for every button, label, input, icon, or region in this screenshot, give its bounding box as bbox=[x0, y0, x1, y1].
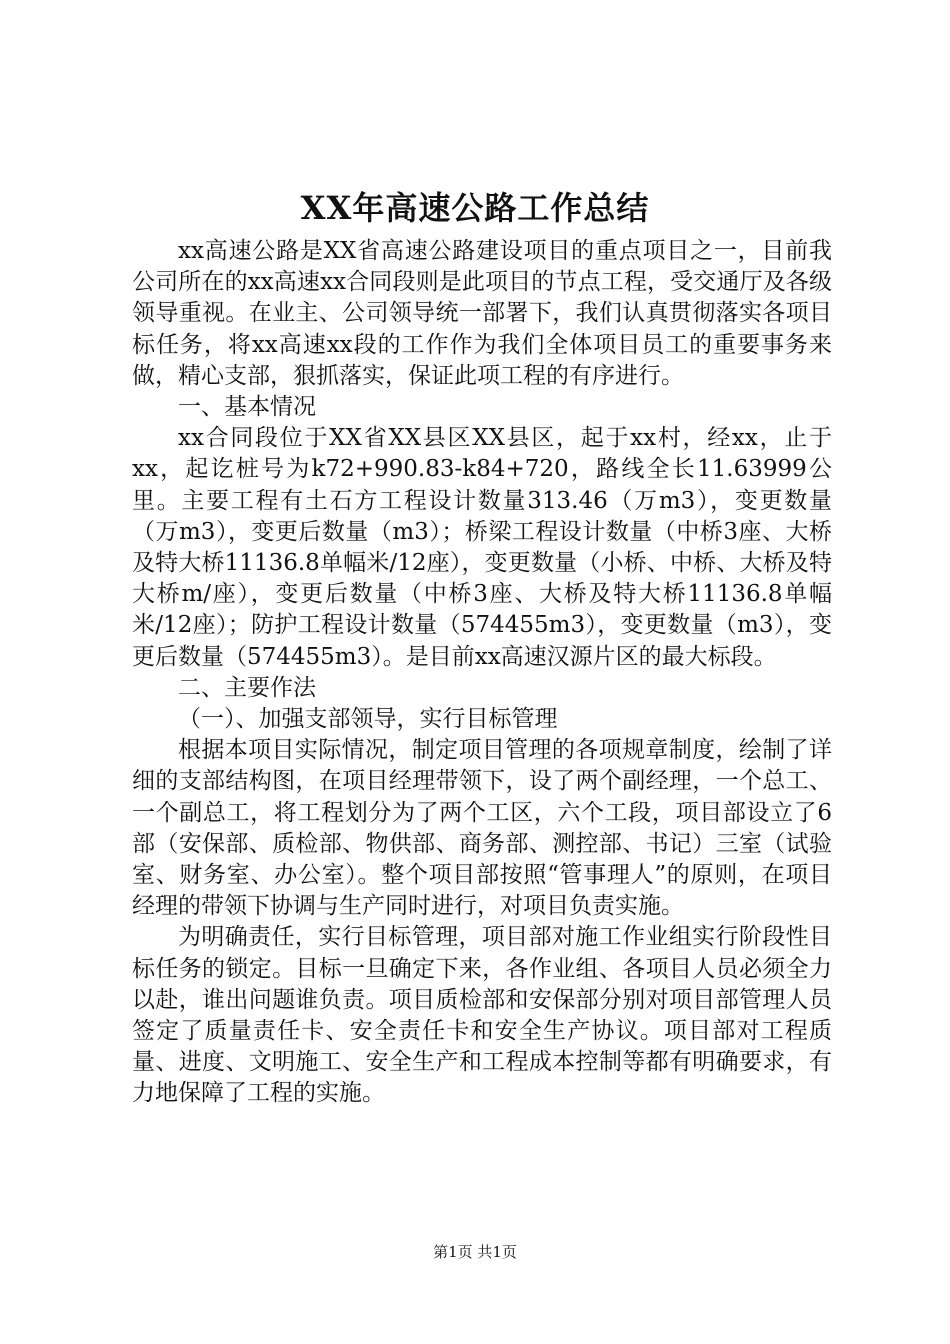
subsection-heading-leadership: （一）、加强支部领导，实行目标管理 bbox=[178, 706, 558, 733]
paragraph-basic-info: xx合同段位于XX省XX县区XX县区，起于xx村，经xx，止于xx，起讫桩号为k72+990.83-k84+720，路线全长11.63999公里。主要工程有土石方工程设计数量313.46（万m3），变更数量（万m3），变更后数量（m3）；桥梁工程设计数量（中桥3座、大桥及特大桥11136.8单幅米/12座），变更数量（小桥、中桥、大桥及特大桥m/座），变更后数量（中桥3座、大桥及特大桥11136.8单幅米/12座）；防护工程设计数量（574455m3），变更数量（m3），变更后数量（574455m3）。是目前xx高速汉源片区的最大标段。 bbox=[132, 425, 832, 670]
document-title: XX年高速公路工作总结 bbox=[300, 189, 650, 227]
paragraph-intro: xx高速公路是XX省高速公路建设项目的重点项目之一，目前我公司所在的xx高速xx合同段则是此项目的节点工程，受交通厅及各级领导重视。在业主、公司领导统一部署下，我们认真贯彻落实各项目标任务，将xx高速xx段的工作作为我们全体项目员工的重要事务来做，精心支部，狠抓落实，保证此项工程的有序进行。 bbox=[132, 238, 832, 389]
paragraph-organization: 根据本项目实际情况，制定项目管理的各项规章制度，绘制了详细的支部结构图，在项目经理带领下，设了两个副经理，一个总工、一个副总工，将工程划分为了两个工区，六个工段，项目部设立了6部（安保部、质检部、物供部、商务部、测控部、书记）三室（试验室、财务室、办公室）。整个项目部按照“管事理人”的原则，在项目经理的带领下协调与生产同时进行，对项目负责实施。 bbox=[132, 737, 832, 920]
paragraph-responsibility: 为明确责任，实行目标管理，项目部对施工作业组实行阶段性目标任务的锁定。目标一旦确定下来，各作业组、各项目人员必须全力以赴，谁出问题谁负责。项目质检部和安保部分别对项目部管理人员签定了质量责任卡、安全责任卡和安全生产协议。项目部对工程质量、进度、文明施工、安全生产和工程成本控制等都有明确要求，有力地保障了工程的实施。 bbox=[132, 924, 832, 1107]
section-heading-basic-info: 一、基本情况 bbox=[178, 394, 316, 421]
page-footer: 第1页 共1页 bbox=[433, 1243, 517, 1261]
section-heading-main-practices: 二、主要作法 bbox=[178, 674, 316, 701]
document-body bbox=[132, 236, 832, 1110]
